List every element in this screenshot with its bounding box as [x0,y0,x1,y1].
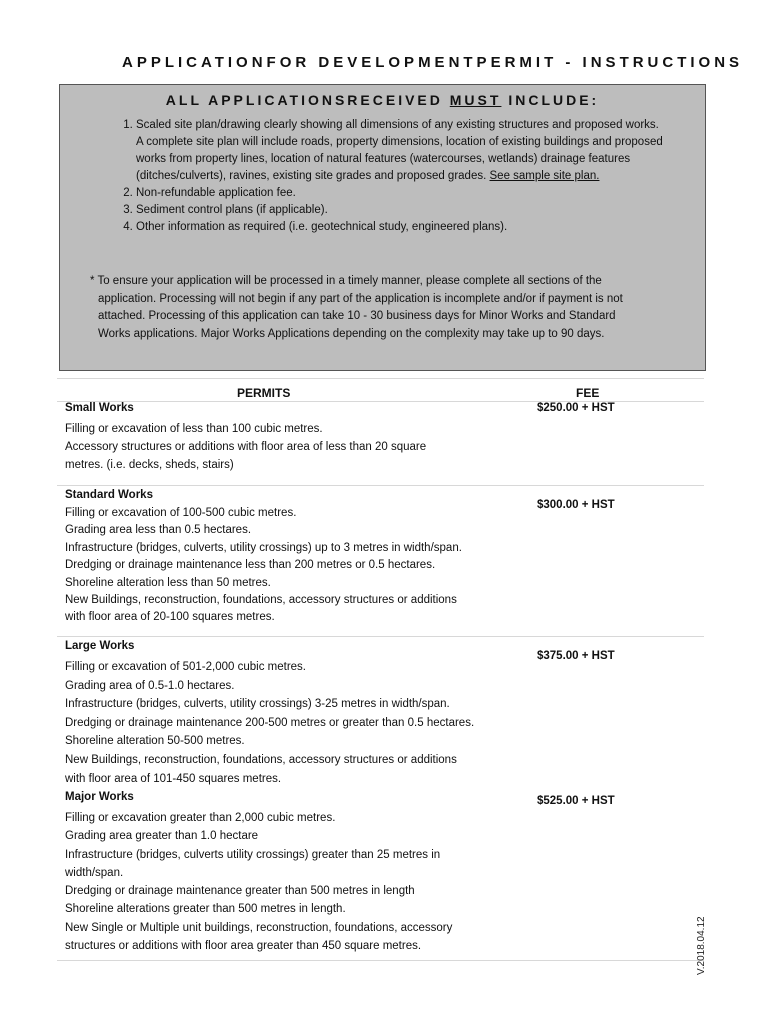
permits-column-header: PERMITS [237,386,291,400]
fee-column-header: FEE [576,386,600,400]
permit-fee: $300.00 + HST [537,499,615,511]
permit-fee: $375.00 + HST [537,650,615,662]
heading-must: MUST [449,92,502,108]
heading-part-2: INCLUDE: [508,92,600,108]
permit-name: Large Works [65,640,135,652]
permit-description: Filling or excavation of 100-500 cubic metres. Grading area less than 0.5 hectares. Infrastructure (bridges, culverts, utility crossings) up to 3 metres in width/span. Dredging or drainage maintenance less than 200 metres or 0.5 hectares. Shoreline alteration less than 50 metres. New Buildings, reconstruction, foundations, accessory structures or additions with floor area of 20-100 squares metres. [65,507,462,624]
permit-name: Major Works [65,791,134,803]
permit-fee: $525.00 + HST [537,795,615,807]
version-label: V.2018.04.12 [696,916,707,975]
requirements-list [111,117,666,236]
row-divider [57,636,704,637]
requirement-item: 4. Other information as required (i.e. geotechnical study, engineered plans). [136,219,666,236]
permit-description: Filling or excavation of less than 100 cubic metres. Accessory structures or additions with floor area of less than 20 square metres. (i.e. decks, sheds, stairs) [65,423,427,471]
page-title: APPLICATIONFOR DEVELOPMENTPERMIT - INSTRUCTIONS [122,54,744,71]
permit-description: Filling or excavation greater than 2,000 cubic metres. Grading area greater than 1.0 hectare Infrastructure (bridges, culverts utility crossings) greater than 25 metres in width/span. Dredging or drainage maintenance greater than 500 metres in length Shoreline alterations greater than 500 metres in length. New Single or Multiple unit buildings, reconstruction, foundations, accessory structures or additions with floor area greater than 450 square metres. [65,812,453,953]
requirement-item: 3. Sediment control plans (if applicable). [136,202,666,219]
permits-table [57,378,704,953]
requirements-box [59,84,706,371]
row-divider [57,960,704,961]
requirement-item: 1. Scaled site plan/drawing clearly showing all dimensions of any existing structures and proposed works. A complete site plan will include roads, property dimensions, location of existing buildings and proposed works from property lines, location of natural features (watercourses, wetlands) drainage features (ditches/culverts), ravines, existing site grades and proposed grades. See sample site plan. [136,117,666,185]
permit-name: Small Works [65,402,134,414]
requirements-heading [60,92,705,108]
processing-note: * To ensure your application will be processed in a timely manner, please complete all sections of the application. Processing will not begin if any part of the application is incomplete and/or if payment is not attached. Processing of this application can take 10 - 30 business days for Minor Works and Standard Works applications. Major Works Applications depending on the complexity may take up to 90 days. [90,275,623,340]
permit-name: Standard Works [65,489,153,501]
permit-fee: $250.00 + HST [537,402,615,414]
permit-description: Filling or excavation of 501-2,000 cubic metres. Grading area of 0.5-1.0 hectares. Infrastructure (bridges, culverts, utility crossings) 3-25 metres in width/span. Dredging or drainage maintenance 200-500 metres or greater than 0.5 hectares. Shoreline alteration 50-500 metres. New Buildings, reconstruction, foundations, accessory structures or additions with floor area of 101-450 squares metres. [65,661,475,785]
heading-part-1: ALL APPLICATIONSRECEIVED [165,92,443,108]
requirement-item: 2. Non-refundable application fee. [136,185,666,202]
row-divider [57,485,704,486]
sample-site-plan-link[interactable]: See sample site plan. [489,170,600,182]
table-header [57,378,704,402]
